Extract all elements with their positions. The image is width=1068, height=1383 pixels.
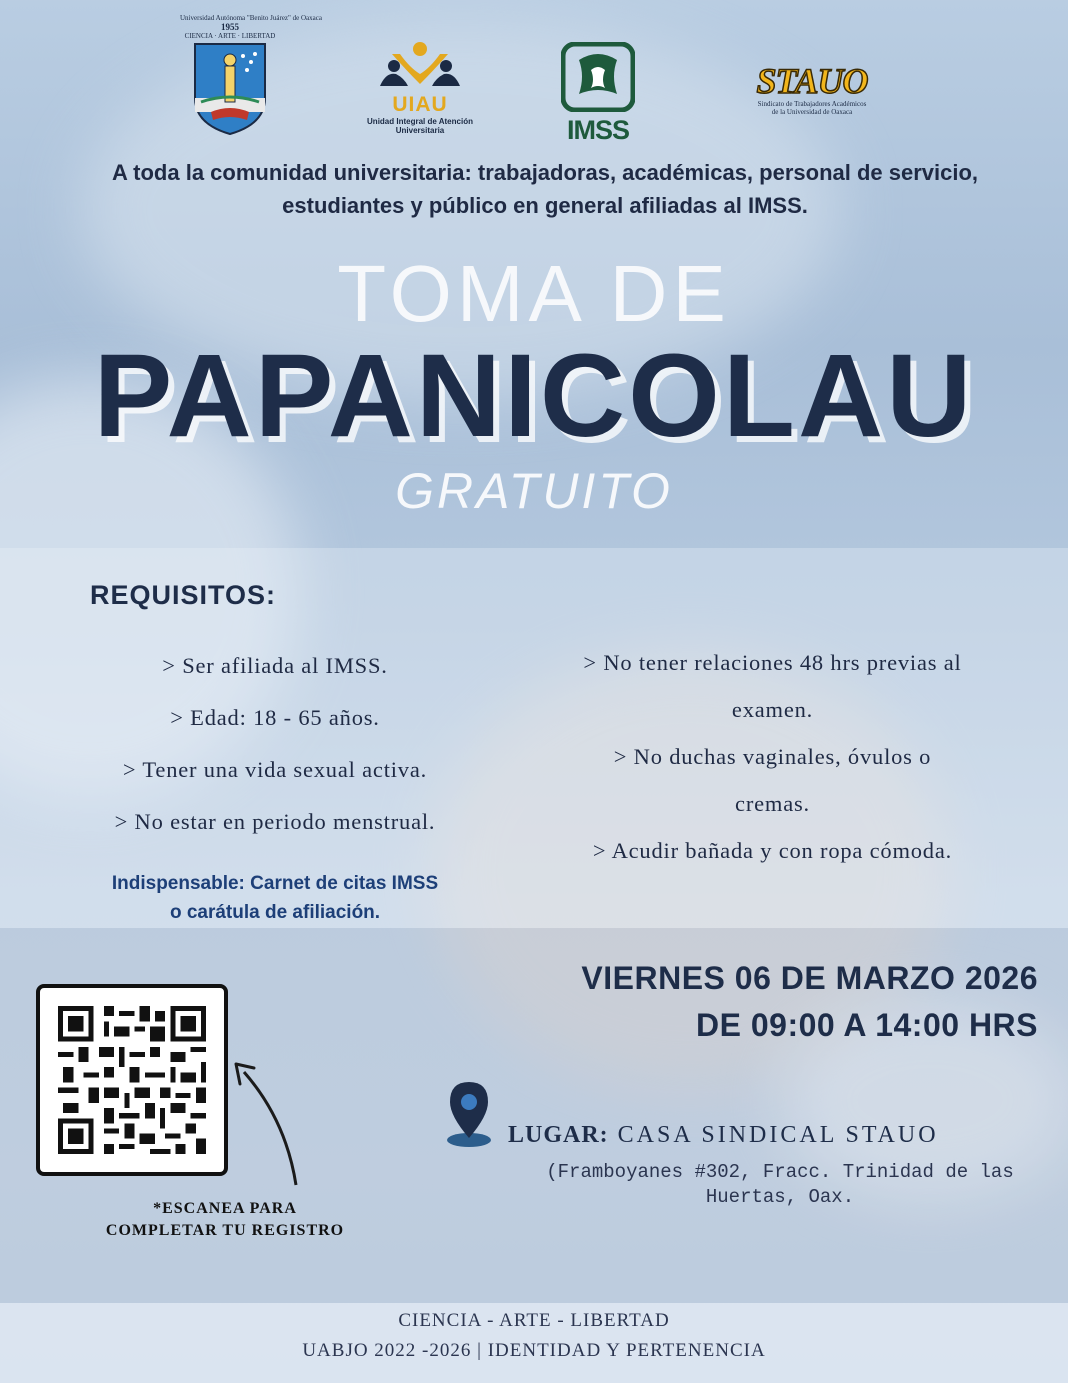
address-line-1: (Framboyanes #302, Fracc. Trinidad de las bbox=[546, 1161, 1014, 1183]
uabjo-motto: CIENCIA · ARTE · LIBERTAD bbox=[184, 32, 276, 40]
uiau-people-icon bbox=[378, 40, 462, 92]
title-sub: GRATUITO bbox=[395, 463, 673, 519]
page-title: PAPANICOLAU bbox=[93, 330, 975, 462]
qr-caption-line-1: *ESCANEA PARA bbox=[153, 1200, 297, 1217]
uiau-acronym: UIAU bbox=[392, 93, 448, 116]
stauo-acronym: STAUO bbox=[756, 61, 868, 101]
event-time: DE 09:00 A 14:00 HRS bbox=[696, 1007, 1038, 1043]
requirements-heading: REQUISITOS: bbox=[90, 580, 277, 610]
list-item: > No estar en periodo menstrual. bbox=[114, 809, 436, 834]
title-pre: TOMA DE bbox=[337, 249, 731, 338]
address-line-2: Huertas, Oax. bbox=[705, 1186, 855, 1208]
list-item: > Tener una vida sexual activa. bbox=[122, 757, 428, 782]
footer-motto: CIENCIA - ARTE - LIBERTAD bbox=[398, 1310, 670, 1331]
uabjo-name: Universidad Autónoma "Benito Juárez" de Oaxaca bbox=[180, 14, 322, 22]
audience-intro bbox=[40, 156, 1050, 222]
list-item: > Ser afiliada al IMSS. bbox=[162, 653, 388, 678]
qr-pattern-icon bbox=[58, 1006, 206, 1154]
stauo-name-2: de la Universidad de Oaxaca bbox=[771, 108, 853, 116]
essential-line-2: o carátula de afiliación. bbox=[169, 902, 381, 923]
uabjo-shield-icon bbox=[191, 40, 269, 136]
requirements-left-list bbox=[60, 640, 490, 848]
essential-line-1: Indispensable: Carnet de citas IMSS bbox=[111, 873, 439, 894]
intro-line-1: A toda la comunidad universitaria: trabajadoras, académicas, personal de servicio, bbox=[111, 160, 979, 185]
curved-arrow-icon bbox=[226, 1050, 306, 1190]
list-item: examen. bbox=[731, 697, 814, 722]
uabjo-year: 1955 bbox=[221, 22, 239, 32]
intro-line-2: estudiantes y público en general afiliadas al IMSS. bbox=[282, 193, 808, 218]
location-label: LUGAR: bbox=[508, 1122, 609, 1148]
requirements-right-list bbox=[520, 639, 1025, 874]
uabjo-logo bbox=[180, 14, 322, 150]
essential-note bbox=[70, 869, 480, 927]
qr-caption-line-2: COMPLETAR TU REGISTRO bbox=[105, 1222, 345, 1239]
list-item: > Edad: 18 - 65 años. bbox=[170, 705, 380, 730]
list-item: > Acudir bañada y con ropa cómoda. bbox=[592, 838, 953, 863]
uiau-logo bbox=[350, 40, 490, 140]
location-pin-icon bbox=[444, 1080, 494, 1150]
qr-caption bbox=[80, 1198, 370, 1242]
imss-acronym: IMSS bbox=[566, 115, 629, 145]
event-date: VIERNES 06 DE MARZO 2026 bbox=[581, 960, 1038, 996]
imss-emblem-icon bbox=[561, 42, 635, 112]
location-place: CASA SINDICAL STAUO bbox=[617, 1122, 939, 1148]
list-item: > No duchas vaginales, óvulos o bbox=[613, 744, 932, 769]
list-item: cremas. bbox=[735, 791, 810, 816]
uiau-name-2: Universitaria bbox=[395, 126, 445, 135]
footer-administration: UABJO 2022 -2026 | IDENTIDAD Y PERTENENCIA bbox=[302, 1340, 766, 1361]
stauo-name-1: Sindicato de Trabajadores Académicos bbox=[757, 100, 867, 108]
stauo-logo bbox=[712, 62, 912, 132]
uiau-name-1: Unidad Integral de Atención bbox=[367, 117, 473, 126]
registration-qr-code[interactable] bbox=[36, 984, 228, 1176]
event-schedule bbox=[581, 955, 1038, 1049]
list-item: > No tener relaciones 48 hrs previas al bbox=[583, 650, 962, 675]
location-address bbox=[540, 1160, 1020, 1210]
imss-logo bbox=[556, 42, 640, 145]
location-line bbox=[508, 1122, 939, 1149]
